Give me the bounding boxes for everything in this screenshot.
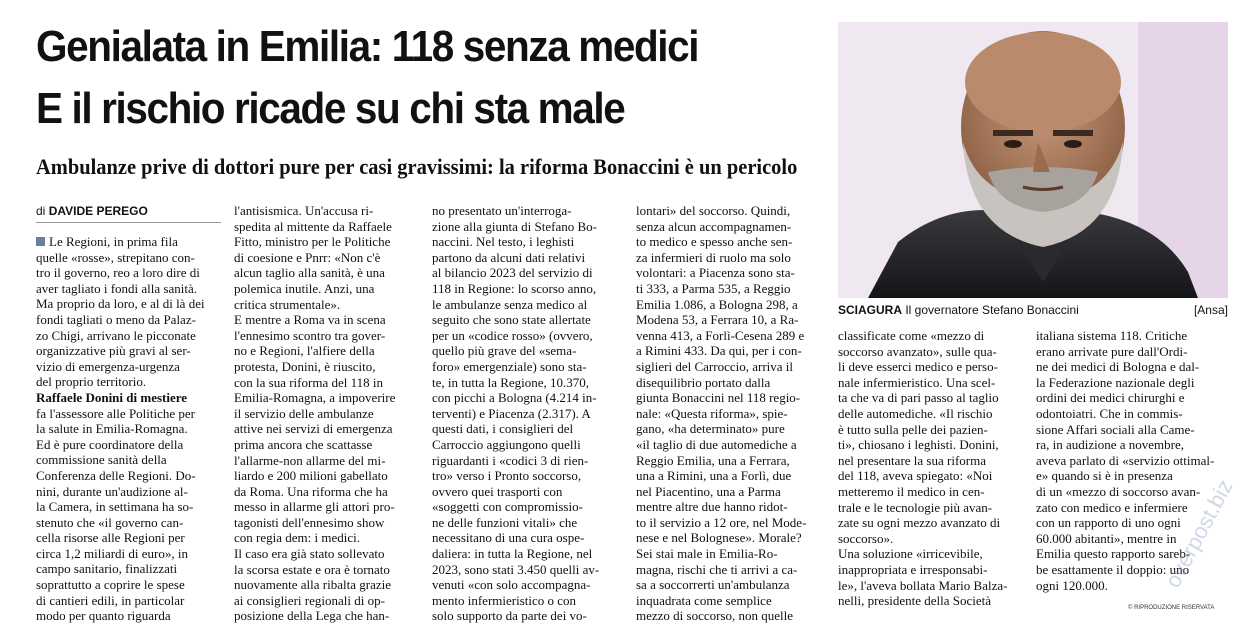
byline — [36, 203, 148, 219]
column-line: e» quando si è in presenza — [1036, 468, 1173, 484]
column-line: circa 1,2 miliardi di euro», in — [36, 545, 188, 561]
column-line: giunta Bonaccini nel 118 regio- — [636, 390, 801, 406]
column-line: inappropriata e irresponsabi- — [838, 561, 988, 577]
column-line: te, in tutta la Regione, 10.370, — [432, 374, 590, 390]
photo-bonaccini — [838, 22, 1228, 298]
column-line: le», l'aveva bollata Mario Balza- — [838, 577, 1008, 593]
column-line: Conferenza delle Regioni. Do- — [36, 467, 196, 483]
column-line: mezzo di soccorso, non quelle — [636, 608, 794, 624]
column-line: riguardanti i «codici 3 di rien- — [432, 452, 589, 468]
column-line: posizione della Lega che han- — [234, 608, 390, 624]
column-line: za infermieri di ruolo ma solo — [636, 249, 791, 265]
column-line: fondi tagliati o meno da Palaz- — [36, 311, 196, 327]
column-line: ovvero quei trasporti con — [432, 483, 563, 499]
article-column-2 — [234, 203, 395, 624]
byline-rule — [36, 222, 221, 223]
column-line: tro» verso i Pronto soccorso, — [432, 468, 582, 484]
column-line: inquadrata come semplice — [636, 592, 772, 608]
column-line: Le Regioni, in prima fila — [36, 234, 205, 250]
column-line: partono da alcuni dati relativi — [432, 249, 586, 265]
column-line: E mentre a Roma va in scena — [234, 312, 386, 328]
column-line: venuti «con solo accompagna- — [432, 577, 591, 593]
column-line: la Camera, in settimana ha so- — [36, 499, 194, 515]
column-line: tro il governo, reo a loro dire di — [36, 265, 200, 281]
column-line: messo in allarme gli attori pro- — [234, 499, 395, 515]
column-line: Ed è pure coordinatore della — [36, 436, 184, 452]
column-line: questi dati, i consiglieri del — [432, 421, 574, 437]
column-line: zato con medico e infermiere — [1036, 499, 1188, 515]
column-line: siglieri del Carroccio, arriva il — [636, 358, 794, 374]
column-line: naccini. Nel testo, i leghisti — [432, 234, 575, 250]
column-line: soccorso». — [838, 530, 894, 546]
column-line: la salute in Emilia-Romagna. — [36, 421, 188, 437]
column-line: ordini dei medici chirurghi e — [1036, 390, 1185, 406]
column-line: polemica inutile. Anzi, una — [234, 280, 375, 296]
column-line: a Rimini 433. Da qui, per i con- — [636, 343, 802, 359]
caption-label: SCIAGURA — [838, 303, 903, 317]
column-line: Sei stai male in Emilia-Ro- — [636, 546, 778, 562]
column-line: volontari: a Piacenza sono sta- — [636, 265, 795, 281]
column-line: trale e le tecnologie più avan- — [838, 499, 993, 515]
column-line: delle automediche. «Il rischio — [838, 405, 993, 421]
column-line: Modena 53, a Ferrara 10, a Ra- — [636, 312, 799, 328]
column-line: «il taglio di due automediche a — [636, 436, 797, 452]
column-line: venna 413, a Forlì-Cesena 289 e — [636, 327, 805, 343]
column-line: nale infermieristico. Una scel- — [838, 374, 996, 390]
column-line: protesta, Donini, è riuscito, — [234, 358, 376, 374]
column-line: spedita al mittente da Raffaele — [234, 218, 392, 234]
column-line: lontari» del soccorso. Quindi, — [636, 203, 791, 218]
column-line: 118 in Regione: lo scorso anno, — [432, 280, 597, 296]
column-line: Emilia 1.086, a Bologna 298, a — [636, 296, 798, 312]
column-line: con un rapporto di uno ogni — [1036, 515, 1181, 531]
column-line: stenuto che «il governo can- — [36, 514, 184, 530]
column-line: zate su ogni mezzo avanzato di — [838, 515, 1001, 531]
article-column-1 — [36, 234, 205, 624]
column-line: critica strumentale». — [234, 296, 341, 312]
column-line: Emilia-Romagna, a impoverire — [234, 390, 396, 406]
column-line: zo Chigi, arrivano le picconate — [36, 327, 196, 343]
column-line: fa l'assessore alle Politiche per — [36, 405, 196, 421]
column-line: il servizio delle ambulanze — [234, 405, 374, 421]
headline-line-1: Genialata in Emilia: 118 senza medici — [36, 22, 699, 71]
column-line: nel Piacentino, una a Parma — [636, 483, 781, 499]
byline-author: DAVIDE PEREGO — [48, 204, 148, 218]
column-line: terventi) e Piacenza (2.317). A — [432, 405, 591, 421]
column-line: gano, «ha determinato» pure — [636, 421, 785, 437]
column-line: ra, in audizione a novembre, — [1036, 437, 1184, 453]
column-line: ti 333, a Parma 535, a Reggio — [636, 280, 791, 296]
caption-text: Il governatore Stefano Bonaccini — [902, 303, 1079, 317]
column-line: le ambulanze senza medico al — [432, 296, 588, 312]
column-line: classificate come «mezzo di — [838, 328, 985, 343]
column-line: be esattamente il doppio: uno — [1036, 561, 1190, 577]
column-line: daliera: in tutta la Regione, nel — [432, 546, 593, 562]
column-line: ne dei medici di Bologna e dal- — [1036, 359, 1200, 375]
column-line: Una soluzione «irricevibile, — [838, 546, 983, 562]
column-line: prima ancora che scattasse — [234, 436, 373, 452]
column-line: quello più grave del «sema- — [432, 343, 577, 359]
column-line: disequilibrio portato dalla — [636, 374, 771, 390]
column-line: liardo e 200 milioni gabellato — [234, 468, 388, 484]
column-line: da Roma. Una riforma che ha — [234, 483, 388, 499]
column-line: sione Affari sociali alla Came- — [1036, 421, 1195, 437]
column-line: odontoiatri. Che in commis- — [1036, 405, 1183, 421]
column-line: con la sua riforma del 118 in — [234, 374, 383, 390]
column-line: con regia dem: i medici. — [234, 530, 360, 546]
column-line: ta che va di pari passo al taglio — [838, 390, 999, 406]
column-line: una a Rimini, una a Forlì, due — [636, 468, 792, 484]
column-line: aver tagliato i fondi alla sanità. — [36, 280, 197, 296]
headline-line-2: E il rischio ricade su chi sta male — [36, 84, 625, 133]
column-line: l'allarme-non allarme del mi- — [234, 452, 386, 468]
column-line: alcun taglio alla sanità, è una — [234, 265, 385, 281]
column-line: di cantieri edili, in particolar — [36, 592, 185, 608]
column-line: di un «mezzo di soccorso avan- — [1036, 483, 1201, 499]
column-line: cella risorse alle Regioni per — [36, 530, 185, 546]
column-line: organizzative più gravi al ser- — [36, 343, 191, 359]
photo-caption — [838, 302, 1228, 318]
column-line: l'ennesimo scontro tra gover- — [234, 327, 386, 343]
column-line: necessitano di una cura ospe- — [432, 530, 585, 546]
column-line: seguito che sono state allertate — [432, 312, 591, 328]
column-line: aveva parlato di «servizio ottimal- — [1036, 452, 1215, 468]
watermark: overpost.biz — [1160, 475, 1238, 592]
column-line: no presentato un'interroga- — [432, 203, 572, 218]
column-line: 60.000 abitanti», mentre in — [1036, 530, 1177, 546]
column-line: l'antisismica. Un'accusa ri- — [234, 203, 374, 218]
column-line: nini, durante un'audizione al- — [36, 483, 188, 499]
column-line: 2023, sono stati 3.450 quelli av- — [432, 561, 600, 577]
column-line: tagonisti dell'ennesimo show — [234, 514, 385, 530]
column-line: to medico e spesso anche sen- — [636, 234, 793, 250]
column-line: foro» emergenziale) sono sta- — [432, 358, 587, 374]
portrait-illustration — [838, 22, 1228, 298]
column-line: Ma proprio da loro, e al di là dei — [36, 296, 205, 312]
column-line: di coesione e Pnrr: «Non c'è — [234, 249, 381, 265]
column-line: no e Regioni, l'alfiere della — [234, 343, 375, 359]
column-line: nelli, presidente della Società — [838, 593, 992, 609]
column-line: la scorsa estate e ora è tornato — [234, 561, 390, 577]
column-line: ti», chiosano i leghisti. Donini, — [838, 437, 999, 453]
column-line: attive nei servizi di emergenza — [234, 421, 393, 437]
column-line: sa a soccorrerti un'ambulanza — [636, 577, 790, 593]
column-line: Fitto, ministro per le Politiche — [234, 234, 391, 250]
column-line: quelle «rosse», strepitano con- — [36, 249, 195, 265]
column-line: «soggetti con compromissio- — [432, 499, 583, 515]
column-line: senza alcun accompagnamen- — [636, 218, 792, 234]
column-line: nese e nel Bolognese». Morale? — [636, 530, 802, 546]
column-line: ai consiglieri regionali di op- — [234, 592, 385, 608]
column-line: commissione sanità della — [36, 452, 167, 468]
column-line: to il servizio a 12 ore, nel Mode- — [636, 514, 807, 530]
article-column-4 — [636, 203, 806, 624]
column-line: nel presentare la sua riforma — [838, 452, 986, 468]
column-line: nuovamente alla ribalta grazie — [234, 577, 392, 593]
column-line: del proprio territorio. — [36, 374, 147, 390]
column-line: metteremo il medico in cen- — [838, 483, 985, 499]
bullet-square-icon — [36, 237, 45, 246]
column-line: soprattutto a coprire le spese — [36, 577, 185, 593]
column-line: Il caso era già stato sollevato — [234, 546, 385, 562]
column-line: per un «codice rosso» (ovvero, — [432, 327, 593, 343]
column-line: modo per quanto riguarda — [36, 608, 171, 624]
column-line: zione alla giunta di Stefano Bo- — [432, 218, 597, 234]
photo-credit: [Ansa] — [1193, 303, 1228, 317]
column-line: Emilia questo rapporto sareb- — [1036, 546, 1191, 562]
column-line: è tutto sulla pelle dei pazien- — [838, 421, 988, 437]
column-line: con picchi a Bologna (4.214 in- — [432, 390, 597, 406]
column-line: erano arrivate pure dall'Ordi- — [1036, 343, 1188, 359]
column-line: vizio di emergenza-urgenza — [36, 358, 180, 374]
column-line: ogni 120.000. — [1036, 577, 1108, 593]
subtitle: Ambulanze prive di dottori pure per casi gravissimi: la riforma Bonaccini è un pericolo — [36, 154, 798, 179]
column-line: Raffaele Donini di mestiere — [36, 389, 188, 405]
column-line: magna, rischi che ti arrivi a ca- — [636, 561, 798, 577]
byline-prefix: di — [36, 204, 46, 218]
column-line: ne delle funzioni vitali» che — [432, 514, 578, 530]
article-column-3 — [432, 203, 599, 624]
column-line: soccorso avanzato», sulle qua- — [838, 343, 997, 359]
copyright-notice: © RIPRODUZIONE RISERVATA — [1128, 605, 1215, 611]
column-line: la Federazione nazionale degli — [1036, 374, 1195, 390]
column-line: italiana sistema 118. Critiche — [1036, 328, 1188, 343]
article-column-5 — [838, 328, 1007, 609]
column-line: mentre altre due hanno ridot- — [636, 499, 788, 515]
column-line: mento infermieristico o con — [432, 592, 577, 608]
column-line: nale: «Questa riforma», spie- — [636, 405, 788, 421]
column-line: Carroccio aggiungono quelli — [432, 436, 581, 452]
column-line: Reggio Emilia, una a Ferrara, — [636, 452, 790, 468]
column-line: campo sanitario, finalizzati — [36, 561, 178, 577]
column-line: al bilancio 2023 del servizio di — [432, 265, 593, 281]
column-line: solo supporto da parte dei vo- — [432, 608, 587, 624]
column-line: li deve esserci medico e perso- — [838, 359, 998, 375]
column-line: del 118, aveva spiegato: «Noi — [838, 468, 993, 484]
